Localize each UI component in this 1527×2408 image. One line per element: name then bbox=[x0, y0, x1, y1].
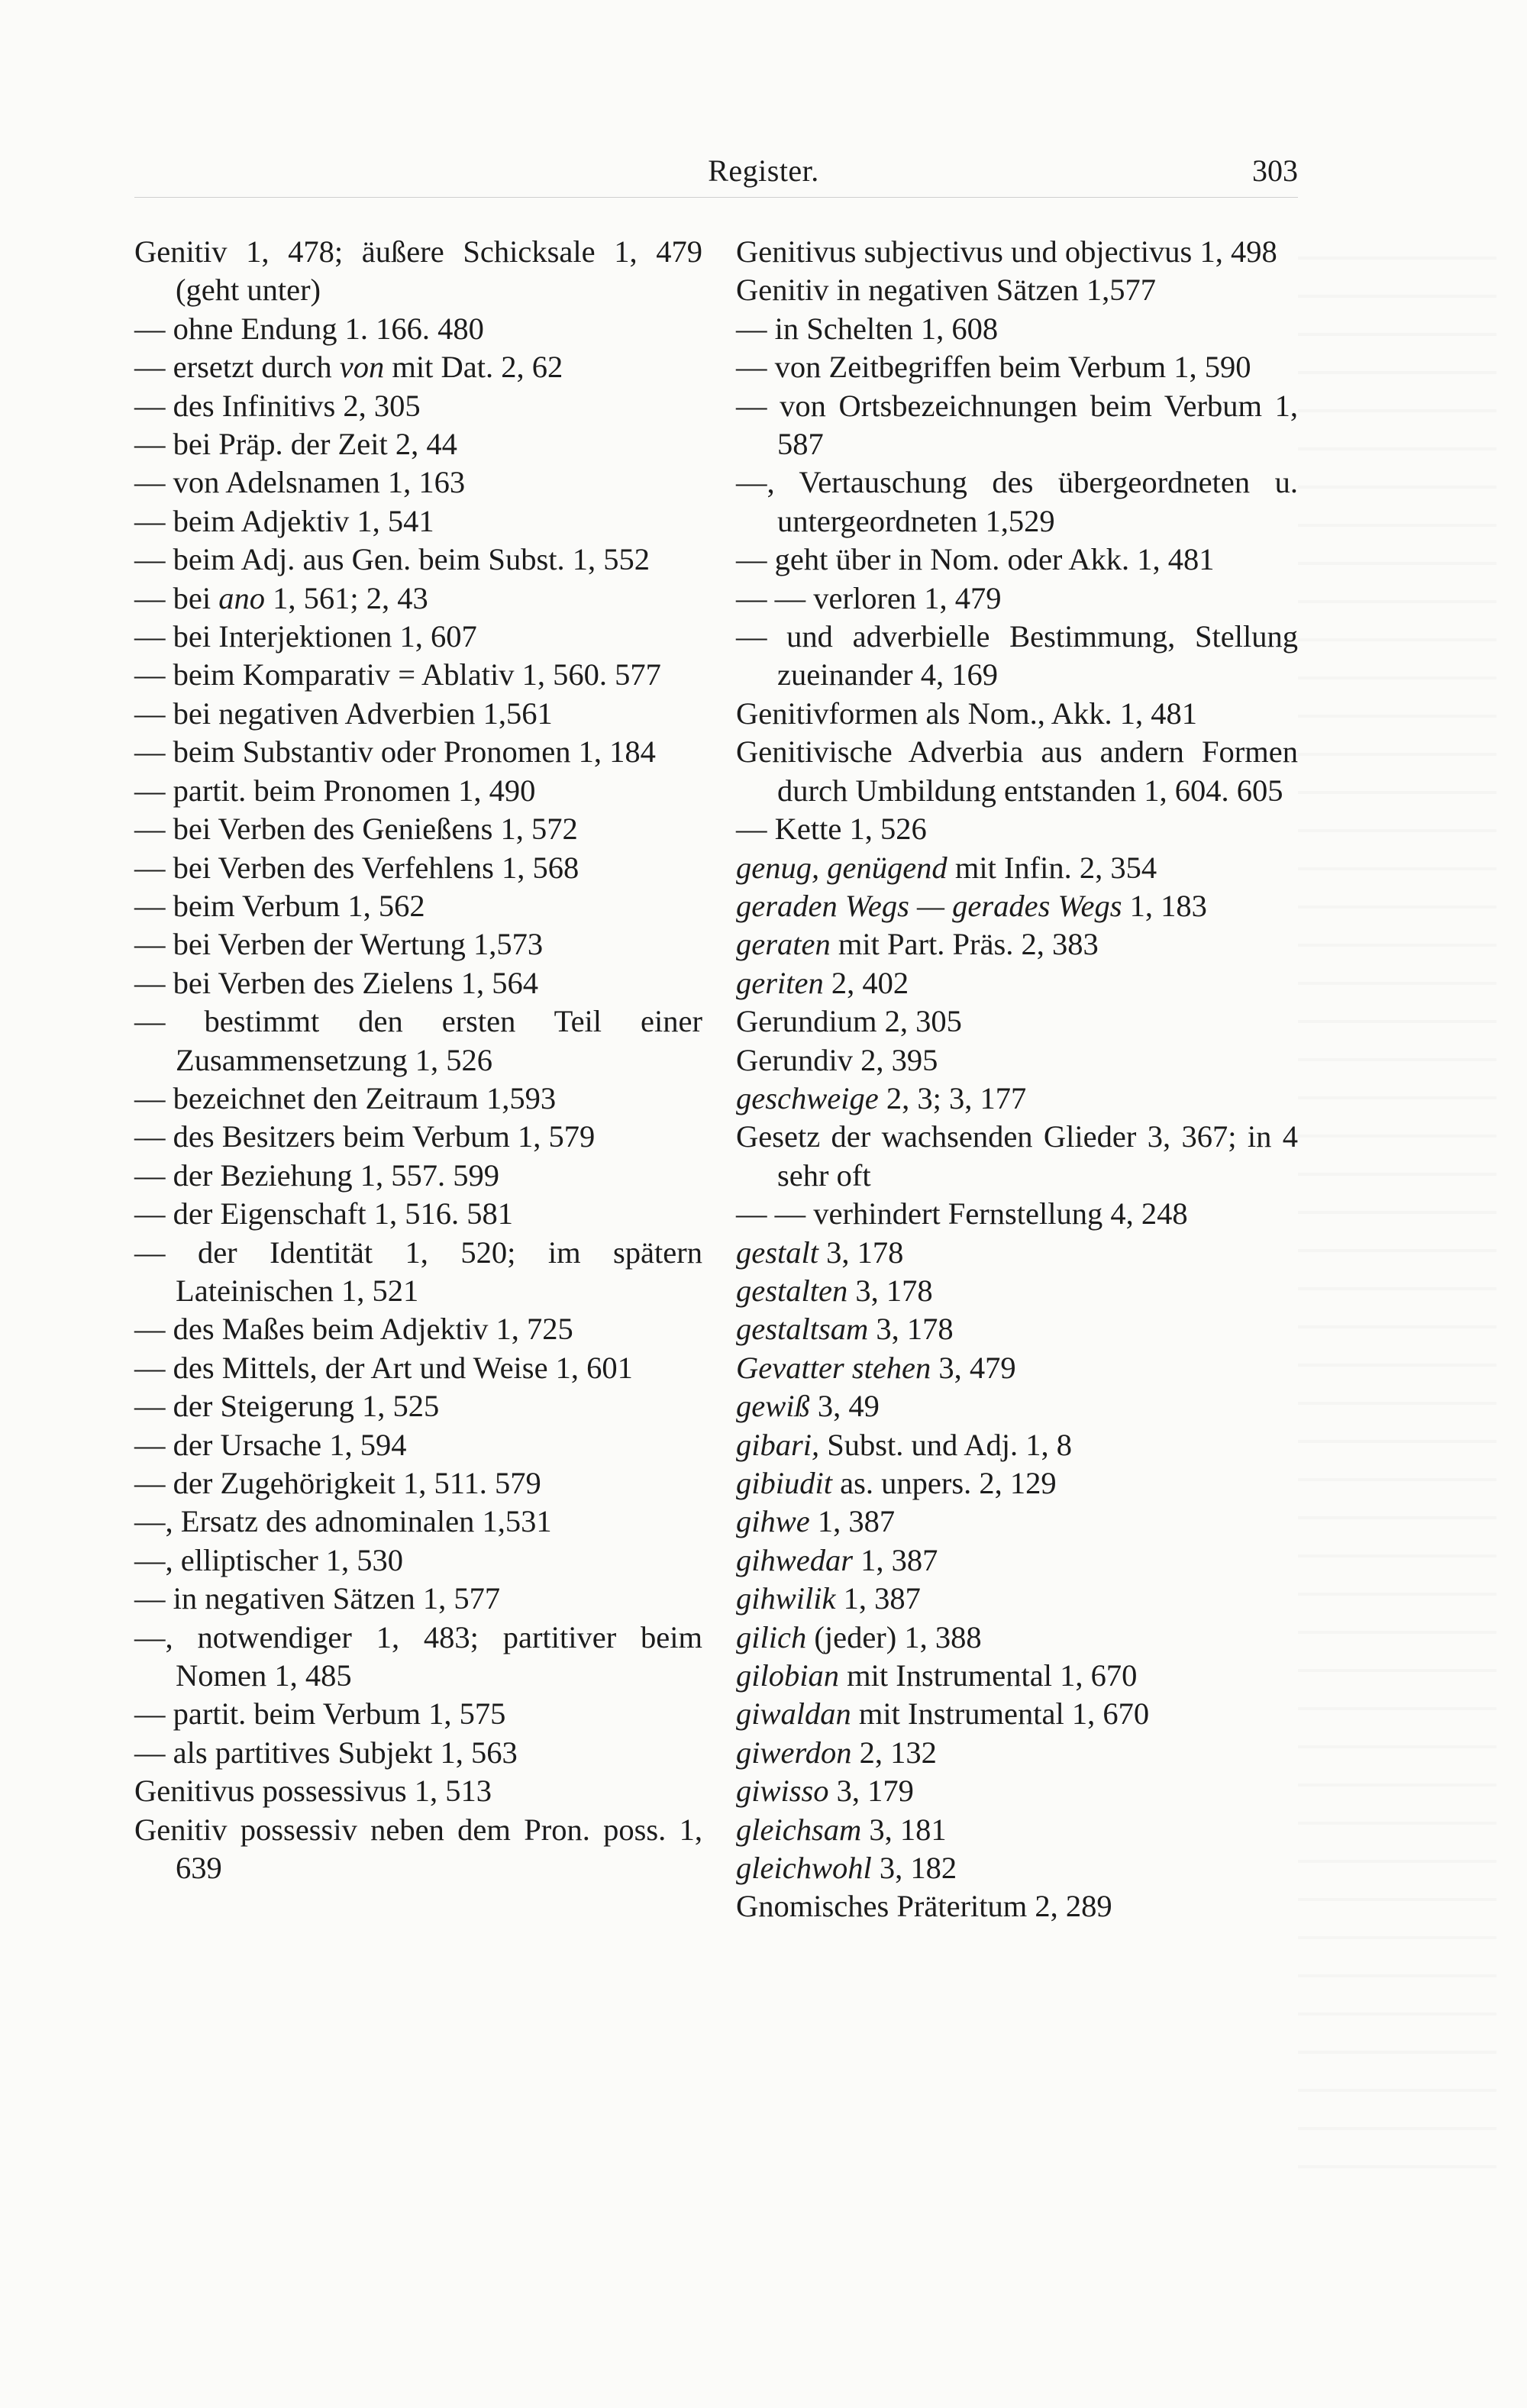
index-entry bbox=[134, 810, 702, 848]
index-text: — der Eigenschaft 1, 516. 581 bbox=[134, 1196, 514, 1231]
index-text: Genitiv possessiv neben dem Pron. poss. 1, 639 bbox=[134, 1812, 702, 1886]
index-term-italic: von bbox=[339, 350, 385, 385]
index-text: — von Zeitbegriffen beim Verbum 1, 590 bbox=[736, 350, 1251, 385]
index-entry bbox=[134, 579, 702, 618]
index-text: 1, 387 bbox=[853, 1542, 938, 1577]
index-entry bbox=[736, 1118, 1298, 1195]
index-column-left bbox=[134, 233, 702, 1887]
index-text: — partit. beim Verbum 1, 575 bbox=[134, 1696, 506, 1732]
index-text: Genitivus possessivus 1, 513 bbox=[134, 1774, 492, 1809]
index-text: Gnomisches Präteritum 2, 289 bbox=[736, 1889, 1112, 1924]
index-term-italic: ano bbox=[218, 580, 265, 615]
index-entry bbox=[736, 463, 1298, 541]
index-entry bbox=[736, 887, 1298, 925]
index-text: — geht über in Nom. oder Akk. 1, 481 bbox=[736, 542, 1215, 577]
index-entry bbox=[736, 1272, 1298, 1310]
index-term-italic: geriten bbox=[736, 965, 824, 1000]
index-text: Genitivus subjectivus und objectivus 1, 498 bbox=[736, 234, 1277, 269]
index-entry bbox=[736, 271, 1298, 309]
index-term-italic: gestalten bbox=[736, 1273, 848, 1308]
index-entry bbox=[134, 733, 702, 771]
index-entry bbox=[736, 1772, 1298, 1810]
index-entry bbox=[134, 502, 702, 541]
index-entry bbox=[134, 1387, 702, 1425]
index-text: 1, 183 bbox=[1122, 888, 1207, 923]
index-term-italic: gleichwohl bbox=[736, 1851, 872, 1886]
index-term-italic: geraden Wegs — gerades Wegs bbox=[736, 888, 1122, 923]
index-entry bbox=[134, 1734, 702, 1772]
index-text: Genitivische Adverbia aus andern Formen durch Umbildung entstanden 1, 604. 605 bbox=[736, 734, 1298, 808]
index-text: Gerundiv 2, 395 bbox=[736, 1042, 938, 1077]
index-term-italic: gewiß bbox=[736, 1389, 810, 1424]
index-entry bbox=[736, 1041, 1298, 1080]
index-text: — bei Verben des Verfehlens 1, 568 bbox=[134, 850, 579, 885]
index-text: — — verhindert Fernstellung 4, 248 bbox=[736, 1196, 1188, 1231]
index-entry bbox=[736, 1426, 1298, 1464]
index-text: — bei bbox=[134, 580, 219, 615]
index-entry bbox=[134, 425, 702, 463]
index-entry bbox=[134, 310, 702, 348]
index-term-italic: gleichsam bbox=[736, 1812, 862, 1847]
index-entry bbox=[134, 387, 702, 425]
index-entry bbox=[736, 810, 1298, 848]
index-entry bbox=[736, 1349, 1298, 1387]
index-term-italic: giwerdon bbox=[736, 1735, 852, 1770]
index-entry bbox=[134, 1695, 702, 1733]
index-entry bbox=[134, 1619, 702, 1696]
index-text: — bei negativen Adverbien 1,561 bbox=[134, 696, 553, 731]
index-text: — von Ortsbezeichnungen beim Verbum 1, 587 bbox=[736, 388, 1298, 462]
index-text: — ersetzt durch bbox=[134, 350, 340, 385]
index-entry bbox=[736, 964, 1298, 1002]
index-text: mit Instrumental 1, 670 bbox=[851, 1696, 1150, 1732]
index-text: — bei Verben des Genießens 1, 572 bbox=[134, 812, 578, 847]
index-term-italic: gilobian bbox=[736, 1658, 840, 1693]
index-text: 2, 3; 3, 177 bbox=[878, 1080, 1027, 1115]
index-text: 1, 561; 2, 43 bbox=[264, 580, 428, 615]
index-term-italic: geschweige bbox=[736, 1080, 879, 1115]
index-text: — des Besitzers beim Verbum 1, 579 bbox=[134, 1119, 596, 1154]
index-text: Genitiv 1, 478; äußere Schicksale 1, 479 (geht unter) bbox=[134, 234, 702, 308]
index-entry bbox=[134, 925, 702, 964]
index-text: — in negativen Sätzen 1, 577 bbox=[134, 1581, 501, 1616]
index-text: — der Identität 1, 520; im spätern Lateinischen 1, 521 bbox=[134, 1235, 702, 1308]
index-term-italic: gihwe bbox=[736, 1504, 810, 1539]
index-text: 2, 132 bbox=[851, 1735, 937, 1770]
index-term-italic: gibari, bbox=[736, 1427, 820, 1462]
index-term-italic: giwaldan bbox=[736, 1696, 851, 1732]
index-entry bbox=[134, 1080, 702, 1118]
index-entry bbox=[134, 1503, 702, 1541]
index-entry bbox=[134, 348, 702, 386]
index-text: — bei Präp. der Zeit 2, 44 bbox=[134, 427, 457, 462]
index-entry bbox=[134, 1426, 702, 1464]
index-term-italic: genug, genügend bbox=[736, 850, 948, 885]
index-text: — der Zugehörigkeit 1, 511. 579 bbox=[134, 1466, 541, 1500]
index-entry bbox=[736, 1464, 1298, 1503]
header-rule bbox=[134, 197, 1298, 198]
index-text: as. unpers. 2, 129 bbox=[832, 1466, 1057, 1500]
index-text: Gerundium 2, 305 bbox=[736, 1004, 962, 1039]
index-text: — und adverbielle Bestimmung, Stellung zueinander 4, 169 bbox=[736, 619, 1298, 692]
index-term-italic: gibiudit bbox=[736, 1466, 833, 1500]
index-text: — beim Adj. aus Gen. beim Subst. 1, 552 bbox=[134, 542, 650, 577]
index-term-italic: giwisso bbox=[736, 1774, 829, 1809]
index-text: mit Infin. 2, 354 bbox=[947, 850, 1157, 885]
index-entry bbox=[736, 695, 1298, 733]
index-text: — des Mittels, der Art und Weise 1, 601 bbox=[134, 1350, 633, 1385]
index-entry bbox=[736, 1195, 1298, 1233]
index-text: 3, 479 bbox=[931, 1350, 1016, 1385]
running-header-title: Register. bbox=[708, 153, 819, 188]
index-text: Subst. und Adj. 1, 8 bbox=[819, 1427, 1072, 1462]
index-text: mit Instrumental 1, 670 bbox=[839, 1658, 1138, 1693]
index-entry bbox=[134, 1349, 702, 1387]
index-entry bbox=[736, 310, 1298, 348]
index-entry bbox=[736, 1887, 1298, 1925]
index-text: mit Dat. 2, 62 bbox=[384, 350, 563, 385]
index-text: — der Beziehung 1, 557. 599 bbox=[134, 1157, 500, 1193]
index-text: — des Maßes beim Adjektiv 1, 725 bbox=[134, 1312, 573, 1347]
index-text: 3, 182 bbox=[871, 1851, 957, 1886]
index-entry bbox=[736, 1734, 1298, 1772]
index-entry bbox=[736, 348, 1298, 386]
index-entry bbox=[134, 849, 702, 887]
index-text: — bezeichnet den Zeitraum 1,593 bbox=[134, 1080, 557, 1115]
index-term-italic: gihwedar bbox=[736, 1542, 854, 1577]
index-entry bbox=[134, 695, 702, 733]
index-text: — bei Verben des Zielens 1, 564 bbox=[134, 965, 539, 1000]
index-entry bbox=[736, 733, 1298, 810]
index-text: — — verloren 1, 479 bbox=[736, 580, 1002, 615]
index-text: — beim Komparativ = Ablativ 1, 560. 577 bbox=[134, 657, 661, 692]
index-text: Genitivformen als Nom., Akk. 1, 481 bbox=[736, 696, 1198, 731]
index-text: — bestimmt den ersten Teil einer Zusammensetzung 1, 526 bbox=[134, 1004, 702, 1077]
index-text: — als partitives Subjekt 1, 563 bbox=[134, 1735, 518, 1770]
index-text: — bei Verben der Wertung 1,573 bbox=[134, 927, 544, 962]
index-entry bbox=[134, 233, 702, 310]
index-entry bbox=[134, 964, 702, 1002]
index-entry bbox=[736, 1080, 1298, 1118]
index-text: Genitiv in negativen Sätzen 1,577 bbox=[736, 273, 1156, 308]
index-entry bbox=[736, 1387, 1298, 1425]
index-entry bbox=[134, 1772, 702, 1810]
index-text: 3, 178 bbox=[818, 1235, 904, 1270]
index-entry bbox=[736, 1619, 1298, 1657]
index-term-italic: gestalt bbox=[736, 1235, 818, 1270]
index-text: — ohne Endung 1. 166. 480 bbox=[134, 311, 484, 346]
index-entry bbox=[736, 1811, 1298, 1849]
index-entry bbox=[134, 1811, 702, 1888]
index-entry bbox=[134, 541, 702, 579]
index-text: — partit. beim Pronomen 1, 490 bbox=[134, 773, 536, 808]
index-entry bbox=[736, 387, 1298, 464]
index-entry bbox=[134, 618, 702, 656]
index-entry bbox=[134, 1195, 702, 1233]
index-entry bbox=[134, 887, 702, 925]
index-entry bbox=[736, 579, 1298, 618]
index-text: — beim Verbum 1, 562 bbox=[134, 888, 425, 923]
index-entry bbox=[736, 1580, 1298, 1618]
index-text: — beim Substantiv oder Pronomen 1, 184 bbox=[134, 734, 656, 770]
index-entry bbox=[736, 233, 1298, 271]
index-text: 1, 387 bbox=[809, 1504, 896, 1539]
index-entry bbox=[134, 1310, 702, 1348]
index-text: mit Part. Präs. 2, 383 bbox=[830, 927, 1099, 962]
index-text: — der Ursache 1, 594 bbox=[134, 1427, 407, 1462]
index-term-italic: gilich bbox=[736, 1619, 807, 1654]
index-text: Gesetz der wachsenden Glieder 3, 367; in 4 sehr oft bbox=[736, 1119, 1298, 1193]
index-entry bbox=[134, 772, 702, 810]
index-text: (jeder) 1, 388 bbox=[806, 1619, 982, 1654]
bleed-through-background bbox=[1298, 221, 1496, 2176]
index-entry bbox=[134, 463, 702, 502]
index-text: — des Infinitivs 2, 305 bbox=[134, 388, 421, 423]
index-column-right bbox=[736, 233, 1298, 1926]
index-entry bbox=[736, 541, 1298, 579]
index-text: — beim Adjektiv 1, 541 bbox=[134, 503, 434, 538]
index-text: 3, 178 bbox=[847, 1273, 933, 1308]
index-entry bbox=[134, 656, 702, 694]
index-entry bbox=[134, 1002, 702, 1080]
index-entry bbox=[134, 1234, 702, 1311]
page-number: 303 bbox=[1252, 153, 1298, 188]
index-entry bbox=[736, 1002, 1298, 1041]
index-entry bbox=[736, 1657, 1298, 1695]
index-text: — von Adelsnamen 1, 163 bbox=[134, 465, 466, 500]
index-entry bbox=[736, 1310, 1298, 1348]
index-entry bbox=[134, 1580, 702, 1618]
index-entry bbox=[134, 1157, 702, 1195]
index-text: —, Vertauschung des übergeordneten u. untergeordneten 1,529 bbox=[736, 465, 1298, 538]
index-entry bbox=[134, 1464, 702, 1503]
index-entry bbox=[134, 1118, 702, 1156]
index-entry bbox=[736, 849, 1298, 887]
index-text: — bei Interjektionen 1, 607 bbox=[134, 619, 477, 654]
index-text: — Kette 1, 526 bbox=[736, 812, 927, 847]
index-entry bbox=[736, 1503, 1298, 1541]
index-text: —, elliptischer 1, 530 bbox=[134, 1542, 404, 1577]
index-entry bbox=[736, 1541, 1298, 1580]
index-text: 3, 179 bbox=[828, 1774, 914, 1809]
index-entry bbox=[736, 618, 1298, 695]
index-text: —, Ersatz des adnominalen 1,531 bbox=[134, 1504, 552, 1539]
index-term-italic: gihwilik bbox=[736, 1581, 836, 1616]
index-text: 3, 181 bbox=[861, 1812, 947, 1847]
index-text: —, notwendiger 1, 483; partitiver beim Nomen 1, 485 bbox=[134, 1619, 702, 1693]
index-term-italic: Gevatter stehen bbox=[736, 1350, 931, 1385]
index-entry bbox=[736, 1695, 1298, 1733]
index-entry bbox=[736, 1234, 1298, 1272]
index-term-italic: geraten bbox=[736, 927, 831, 962]
index-text: 3, 178 bbox=[868, 1312, 954, 1347]
index-entry bbox=[736, 1849, 1298, 1887]
index-text: — in Schelten 1, 608 bbox=[736, 311, 999, 346]
index-text: 3, 49 bbox=[809, 1389, 880, 1424]
index-text: 1, 387 bbox=[835, 1581, 921, 1616]
index-text: — der Steigerung 1, 525 bbox=[134, 1389, 440, 1424]
index-entry bbox=[736, 925, 1298, 964]
index-entry bbox=[134, 1541, 702, 1580]
index-text: 2, 402 bbox=[823, 965, 909, 1000]
index-term-italic: gestaltsam bbox=[736, 1312, 869, 1347]
